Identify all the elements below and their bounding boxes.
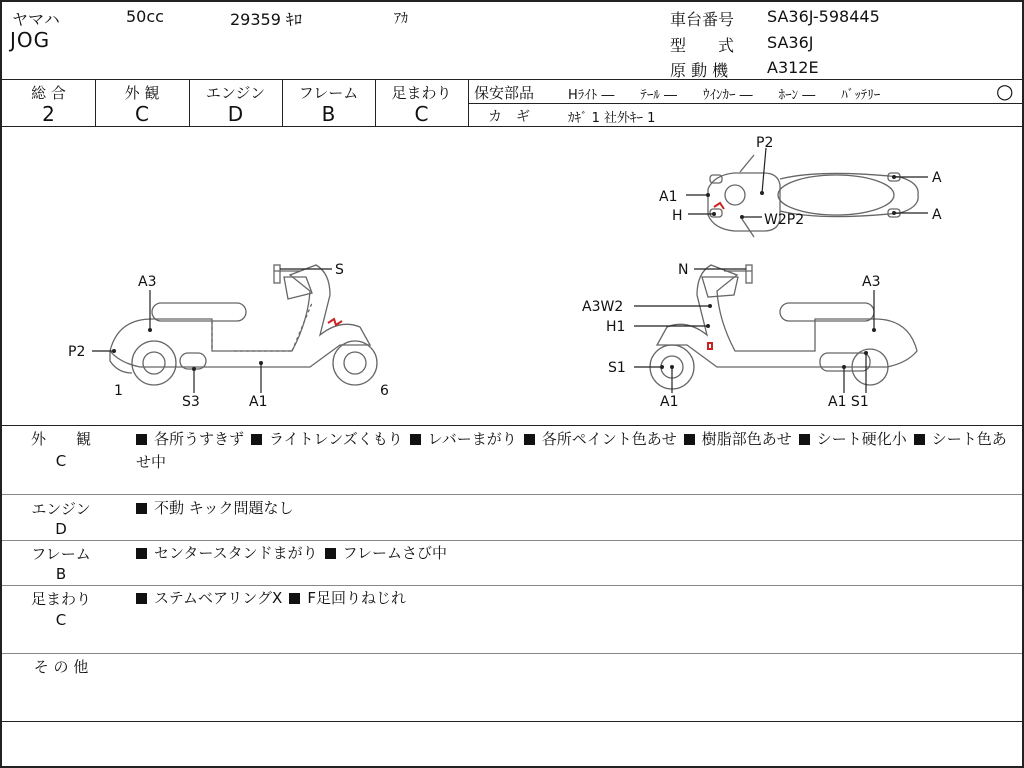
damage-mark (328, 319, 342, 325)
divider (2, 653, 1022, 654)
diagram-label: 6 (380, 383, 389, 399)
diagram-label: A3W2 (582, 299, 624, 315)
grade-frame: B (321, 102, 336, 126)
bullet-icon (251, 434, 262, 445)
section-exterior-grade: C (55, 452, 67, 470)
diagram-label: H1 (606, 319, 626, 335)
divider (468, 103, 1022, 104)
section-exterior-label: 外 観 (30, 430, 91, 448)
section-other-label: そ の 他 (33, 658, 89, 676)
grade-header-suspension: 足まわり (391, 84, 452, 102)
type-label: 型 式 (670, 36, 735, 55)
section-frame-grade: B (55, 565, 67, 583)
diagram-label: A1 (249, 394, 268, 410)
diagram-label: S3 (182, 394, 200, 410)
key-value: ｶｷﾞ 1 社外ｷｰ 1 (568, 111, 656, 126)
type-value: SA36J (767, 33, 814, 52)
bullet-icon (136, 503, 147, 514)
bullet-icon (684, 434, 695, 445)
diagram-label: P2 (756, 135, 774, 151)
bullet-icon (136, 593, 147, 604)
color-value: ｱｶ (394, 11, 408, 27)
section-engine-label: エンジン (31, 500, 91, 518)
bullet-icon (325, 548, 336, 559)
diagram-label: W2P2 (764, 212, 805, 228)
section-exterior-text: 各所うすきず ライトレンズくもり レバーまがり 各所ペイント色あせ 樹脂部色あせ シート硬化小 シート色あせ中 (136, 430, 1007, 471)
diagram-label: A (932, 170, 942, 186)
grade-overall: 2 (42, 102, 55, 126)
bullet-icon (914, 434, 925, 445)
diagram-label: A3 (138, 274, 157, 290)
diagram-label: A1 S1 (828, 394, 869, 410)
bullet-icon (289, 593, 300, 604)
model-name: JOG (10, 28, 51, 52)
divider (2, 79, 1022, 80)
divider (2, 721, 1022, 722)
diagram-label: S1 (608, 360, 626, 376)
grade-header-overall: 総 合 (31, 84, 66, 102)
grade-suspension: C (414, 102, 429, 126)
bullet-icon (524, 434, 535, 445)
frame-number-label: 車台番号 (670, 10, 735, 29)
damage-mark (708, 343, 712, 349)
mileage: 29359 ｷﾛ (230, 10, 302, 29)
section-frame-label: フレーム (31, 545, 91, 563)
bullet-icon (799, 434, 810, 445)
diagram-label: A (932, 207, 942, 223)
diagram-label: N (678, 262, 689, 278)
section-engine-grade: D (55, 520, 67, 538)
safety-parts-items: Hﾗｲﾄ ― ﾃｰﾙ ― ｳｲﾝｶｰ ― ﾎｰﾝ ― ﾊﾞｯﾃﾘｰ (568, 88, 881, 103)
diagram-label: 1 (114, 383, 123, 399)
scooter-top-view (708, 155, 918, 237)
grade-header-exterior: 外 観 (124, 84, 160, 102)
bullet-icon (410, 434, 421, 445)
grade-header-frame: フレーム (298, 84, 359, 102)
diagram-label: A1 (660, 394, 679, 410)
engine-model-value: A312E (767, 58, 819, 77)
grade-exterior: C (135, 102, 149, 126)
section-frame-text: センタースタンドまがり フレームさび中 (136, 542, 1016, 565)
damage-diagram (2, 127, 1022, 425)
safety-parts-label: 保安部品 (474, 84, 535, 102)
diagram-label: S (335, 262, 344, 278)
maker-name: ヤマハ (12, 10, 60, 29)
battery-status-mark: ○ (996, 79, 1014, 103)
diagram-label: A1 (659, 189, 678, 205)
section-suspension-text: ステムベアリングX F足回りねじれ (136, 587, 1016, 610)
engine-model-label: 原 動 機 (670, 61, 729, 80)
grade-header-engine: エンジン (205, 84, 266, 102)
divider (2, 540, 1022, 541)
grade-engine: D (227, 102, 244, 126)
divider (2, 425, 1022, 426)
section-suspension-grade: C (55, 611, 67, 629)
displacement: 50cc (126, 7, 164, 26)
key-label: カ ギ (488, 109, 530, 125)
bullet-icon (136, 434, 147, 445)
section-engine-text: 不動 キック問題なし (136, 497, 1016, 520)
bullet-icon (136, 548, 147, 559)
frame-number-value: SA36J-598445 (767, 7, 880, 26)
diagram-label: P2 (68, 344, 86, 360)
diagram-label: A3 (862, 274, 881, 290)
diagram-label: H (672, 208, 683, 224)
section-suspension-label: 足まわり (30, 590, 91, 608)
divider (2, 585, 1022, 586)
divider (468, 79, 469, 126)
damage-mark (714, 203, 724, 209)
divider (2, 494, 1022, 495)
